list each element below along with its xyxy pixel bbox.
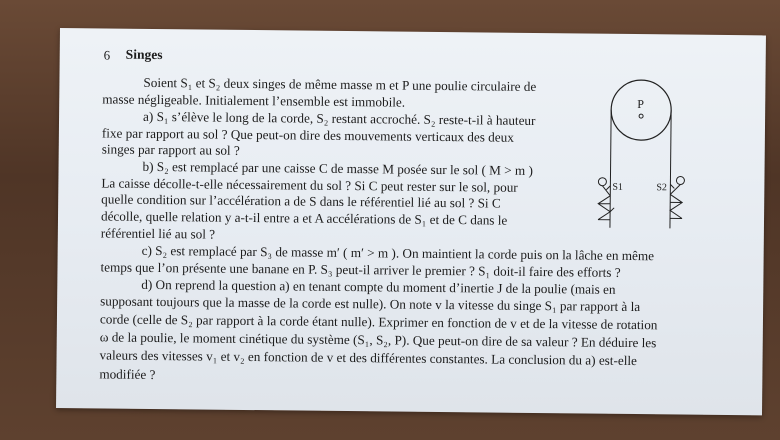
text-line: Soient S₁ et S₂ deux singes de même masse m et P une poulie circulaire de bbox=[143, 74, 537, 94]
text-line: décolle, quelle relation y a-t-il entre a et A accélérations de S₁ et de C dans le bbox=[100, 208, 508, 228]
pulley-figure bbox=[570, 77, 712, 238]
text-line: quelle condition sur l’accélération a de S dans le référentiel lié au sol ? Si C bbox=[101, 191, 501, 211]
text-line: masse négligeable. Initialement l’ensemble est immobile. bbox=[102, 91, 406, 110]
text-line: ω de la poulie, le moment cinétique du système (S₁, S₂, P). Que peut-on dire de sa valeur ? En déduire les bbox=[99, 329, 657, 351]
pulley-axle-icon bbox=[639, 114, 643, 118]
rope-left bbox=[610, 110, 611, 228]
text-line: b) S₂ est remplacé par une caisse C de masse M posée sur le sol ( M > m ) bbox=[142, 158, 533, 178]
text-line: temps que l’on présente une banane en P. S₃ peut-il arriver le premier ? S₁ doit-il faire des efforts ? bbox=[100, 259, 621, 280]
pulley-label: P bbox=[637, 97, 644, 112]
text-line: singes par rapport au sol ? bbox=[101, 141, 240, 158]
monkey-right-icon bbox=[670, 176, 684, 218]
text-line: d) On reprend la question a) en tenant compte du moment d’inertie J de la poulie (mais en bbox=[141, 276, 616, 297]
text-line: corde (celle de S₂ par rapport à la corde étant nulle). Exprimer en fonction de v et de la vitesse de rotation bbox=[99, 311, 658, 333]
text-line: La caisse décolle-t-elle nécessairement du sol ? Si C peut rester sur le sol, pour bbox=[101, 175, 518, 195]
text-line: valeurs des vitesses v₁ et v₂ en fonction de v et des différentes constantes. La conclusion du a) est-elle bbox=[99, 347, 638, 369]
text-line: fixe par rapport au sol ? Que peut-on dire des mouvements verticaux des deux bbox=[101, 125, 514, 145]
monkey-right-label: S2 bbox=[656, 182, 667, 194]
exercise-sheet bbox=[56, 28, 766, 415]
exercise-title: Singes bbox=[125, 46, 163, 63]
text-line: modifiée ? bbox=[99, 366, 156, 383]
monkey-left-label: S1 bbox=[612, 181, 623, 193]
text-line: c) S₂ est remplacé par S₃ de masse m′ ( m′ > m ). On maintient la corde puis on la lâche en même bbox=[141, 242, 655, 264]
exercise-number: 6 bbox=[103, 47, 111, 63]
text-line: a) S₁ s’élève le long de la corde, S₂ restant accroché. S₂ reste-t-il à hauteur bbox=[143, 108, 536, 128]
text-line: référentiel lié au sol ? bbox=[100, 225, 216, 242]
text-line: supposant toujours que la masse de la corde est nulle). On note v la vitesse du singe S₁ par rapport à la bbox=[100, 293, 641, 315]
